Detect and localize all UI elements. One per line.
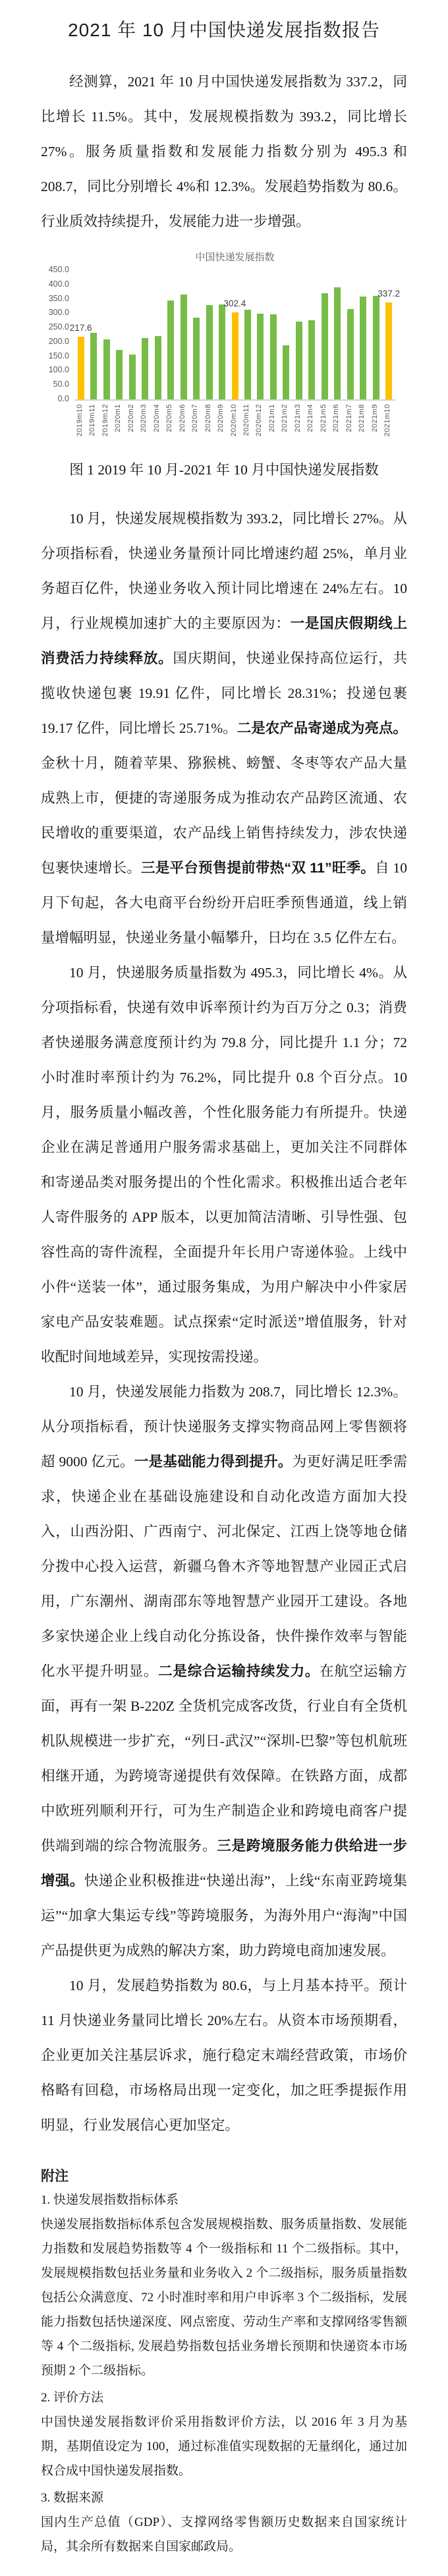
bar-2021m10 [385, 302, 392, 399]
y-axis-tick-label: 250.0 [48, 322, 69, 332]
bar-2020m7 [193, 318, 200, 399]
bar-2019m11 [90, 333, 97, 399]
emphasis-text: 二是农产品寄递成为亮点。 [237, 720, 407, 736]
y-axis-tick-label: 450.0 [48, 265, 69, 274]
bar-2021m8 [360, 297, 366, 399]
body-text: 10 月，快递发展规模指数为 393.2，同比增长 27%。从分项指标看，快递业务量预计同比增速约超 25%，单月业务超百亿件，快递业务收入预计同比增速在 24%左右。10 月，行业规模加速扩大的主要原因为： [41, 511, 407, 631]
bar-2020m4 [155, 336, 161, 399]
bar-2021m4 [308, 320, 315, 399]
emphasis-text: 二是综合运输持续发力。 [158, 1663, 320, 1679]
x-axis-tick-label: 2021m4 [306, 404, 315, 432]
x-axis-tick-label: 2021m1 [267, 404, 276, 432]
y-axis-tick-label: 0.0 [57, 394, 69, 403]
notes-section [0, 2165, 448, 2576]
x-axis-tick-label: 2020m7 [191, 404, 200, 432]
page-title: 2021 年 10 月中国快递发展指数报告 [68, 20, 380, 40]
paragraph [41, 501, 407, 956]
bar-2021m5 [322, 293, 328, 399]
x-axis-tick-label: 2019m10 [75, 404, 84, 437]
figure-caption: 图 1 2019 年 10 月-2021 年 10 月中国快递发展指数 [69, 462, 379, 478]
y-axis-tick-label: 50.0 [53, 380, 69, 389]
note-body: 快递发展指数指标体系包含发展规模指数、服务质量指数、发展能力指数和发展趋势指数等 4 个一级指标和 11 个二级指标。其中，发展规模指数包括业务量和业务收入 2 个二级指标，服务质量指数包括公众满意度、72 小时准时率和用户申诉率 3 个二级指标，发展能力指数包括快递深度、网点密度、劳动生产率和支撑网络零售额等 4 个二级指标, 发展趋势指数包括业务增长预期和快递资本市场预期 2 个二级指标。 [41, 2218, 407, 2378]
note-title: 2. 评价方法 [41, 2391, 104, 2405]
body-text: 10 月，快递发展能力指数为 208.7，同比增长 12.3%。从分项指标看，预计快递服务支撑实物商品网上零售额将超 9000 亿元。 [41, 1384, 407, 1470]
body-text: 10 月，发展趋势指数为 80.6，与上月基本持平。预计 11 月快递业务量同比增长 20%左右。从资本市场预期看，企业更加关注基层诉求，施行稳定末端经营政策，市场价格略有回稳，市场格局出现一定变化，加之旺季提振作用明显，行业发展信心更加坚定。 [41, 1978, 407, 2133]
x-axis-tick-label: 2021m7 [345, 404, 353, 432]
body-text: 自 10 月下旬起，各大电商平台纷纷开启旺季预售通道，线上销量增幅明显，快递业务量小幅攀升，日均在 3.5 亿件左右。 [41, 860, 407, 946]
bar-2021m1 [270, 314, 277, 399]
bar-2020m6 [181, 295, 187, 399]
bar-2020m12 [257, 314, 264, 399]
x-axis-tick-label: 2019m12 [101, 404, 109, 437]
article-body [0, 65, 448, 239]
bar-2019m10 [78, 337, 84, 399]
y-axis-tick-label: 400.0 [48, 279, 69, 289]
paragraph [41, 956, 407, 1375]
paragraph [41, 1375, 407, 1968]
body-text: 快递企业积极推进“快递出海”，上线“东南亚跨境集运”“加拿大集运专线”等跨境服务，为海外用户“海淘”中国产品提供更为成熟的解决方案，助力跨境电商加速发展。 [41, 1873, 407, 1959]
data-label-2020m10: 302.4 [223, 299, 246, 309]
bar-2021m3 [296, 322, 302, 399]
x-axis-tick-label: 2020m9 [217, 404, 225, 432]
y-axis-tick-label: 150.0 [48, 351, 69, 360]
x-axis-tick-label: 2019m11 [88, 404, 97, 436]
note-body: 中国快递发展指数评价采用指数评价方法，以 2016 年 3 月为基期，基期值设定为 100，通过标准值实现数据的无量纲化，通过加权合成中国快递发展指数。 [41, 2415, 407, 2478]
x-axis-tick-label: 2021m9 [370, 404, 379, 432]
y-axis-tick-label: 100.0 [48, 365, 69, 375]
bar-2020m1 [116, 350, 123, 399]
x-axis-tick-label: 2020m10 [229, 404, 238, 437]
x-axis-tick-label: 2020m8 [204, 404, 212, 432]
note-title: 3. 数据来源 [41, 2491, 104, 2505]
x-axis-tick-label: 2021m2 [281, 404, 289, 432]
bar-2019m12 [103, 339, 110, 399]
x-axis-tick-label: 2020m1 [114, 404, 123, 432]
x-axis-tick-label: 2020m12 [255, 404, 264, 437]
note-body: 国内生产总值（GDP）、支撑网络零售额历史数据来自国家统计局，其余所有数据来自国家邮政局。 [41, 2515, 407, 2554]
chart-title: 中国快递发展指数 [195, 252, 275, 263]
notes-heading: 附注 [41, 2169, 69, 2184]
data-label-2019m10: 217.6 [69, 323, 92, 333]
x-axis-tick-label: 2021m6 [332, 404, 341, 432]
paragraph [41, 1968, 407, 2143]
y-axis-tick-label: 350.0 [48, 293, 69, 303]
bar-2020m9 [219, 304, 225, 399]
bar-2020m10 [232, 312, 238, 399]
x-axis-tick-label: 2020m5 [165, 404, 174, 432]
data-label-2021m10: 337.2 [378, 289, 401, 299]
x-axis-tick-label: 2021m3 [293, 404, 302, 432]
bar-2020m8 [206, 305, 213, 399]
body-text: 10 月，快递服务质量指数为 495.3，同比增长 4%。从分项指标看，快递有效申诉率预计约为百万分之 0.3；消费者快递服务满意度预计约为 79.8 分，同比提升 1.1 分；72 小时准时率预计约为 76.2%，同比提升 0.8 个百分点。10 月，服务质量小幅改善，个性化服务能力有所提升。快递企业在满足普通用户服务需求基础上，更加关注不同群体和寄递品类对服务提出的个性化需求。积极推出适合老年人寄件服务的 APP 版本，以更加简洁清晰、引导性强、包容性高的寄件流程，全面提升年长用户寄递体验。上线中小件“送装一体”，通过服务集成，为用户解决中小件家居家电产品安装难题。试点探索“定时派送”增值服务，针对收配时间地域差异，实现按需投递。 [41, 965, 407, 1365]
bar-2021m7 [347, 309, 354, 399]
y-axis-tick-label: 200.0 [48, 336, 69, 346]
emphasis-text: 三是平台预售提前带热“双 11”旺季。 [141, 860, 376, 876]
article-body-continued [0, 501, 448, 2143]
x-axis-tick-label: 2021m10 [383, 404, 392, 437]
bar-2020m3 [142, 338, 148, 399]
bar-2020m2 [129, 355, 136, 399]
x-axis-tick-label: 2021m8 [358, 404, 366, 432]
body-text: 金秋十月，随着苹果、猕猴桃、螃蟹、冬枣等农产品大量成熟上市，便捷的寄递服务成为推动农产品跨区流通、农民增收的重要渠道，农产品线上销售持续发力，涉农快递包裹快速增长。 [41, 755, 407, 876]
bar-2021m9 [373, 296, 379, 399]
x-axis-tick-label: 2020m11 [242, 404, 250, 436]
x-axis-tick-label: 2021m5 [319, 404, 327, 432]
x-axis-tick-label: 2020m2 [126, 404, 135, 432]
x-axis-tick-label: 2020m3 [140, 404, 148, 432]
x-axis-tick-label: 2020m6 [178, 404, 186, 432]
bar-2021m6 [334, 287, 341, 399]
body-text: 经测算，2021 年 10 月中国快递发展指数为 337.2，同比增长 11.5%。其中，发展规模指数为 393.2，同比增长 27%。服务质量指数和发展能力指数分别为 495.3 和 208.7，同比分别增长 4%和 12.3%。发展趋势指数为 80.6。行业质效持续提升，发展能力进一步增强。 [41, 74, 407, 229]
note-title: 1. 快递发展指数指标体系 [41, 2193, 179, 2207]
emphasis-text: 一是国庆假期线上消费活力持续释放。 [41, 615, 407, 666]
bar-chart-x-axis [74, 401, 395, 449]
bar-2021m2 [283, 345, 289, 399]
emphasis-text: 一是基础能力得到提升。 [134, 1454, 293, 1470]
emphasis-text: 三是跨境服务能力供给进一步增强。 [41, 1838, 407, 1889]
y-axis-tick-label: 300.0 [48, 308, 69, 318]
index-figure [0, 250, 448, 479]
body-text: 为更好满足旺季需求，快递企业在基础设施建设和自动化改造方面加大投入，山西汾阳、广西南宁、河北保定、江西上饶等地仓储分拨中心投入运营，新疆乌鲁木齐等地智慧产业园正式启用，广东潮州、湖南邵东等地智慧产业园开工建设。各地多家快递企业上线自动化分拣设备，快件操作效率与智能化水平提升明显。 [41, 1454, 407, 1679]
bar-chart-plot-area [48, 265, 401, 403]
body-text: 国庆期间，快递业保持高位运行，共揽收快递包裹 19.91 亿件，同比增长 28.31%；投递包裹 19.17 亿件，同比增长 25.71%。 [41, 650, 407, 736]
x-axis-tick-label: 2020m4 [152, 404, 161, 432]
notes-list [41, 2188, 407, 2559]
bar-2020m5 [167, 301, 174, 399]
paragraph [41, 65, 407, 239]
body-text: 在航空运输方面，再有一架 B-220Z 全货机完成客改货，行业自有全货机机队规模进一步扩充，“列日-武汉”“深圳-巴黎”等包机航班相继开通，为跨境寄递提供有效保障。在铁路方面，成都中欧班列顺利开行，可为生产制造企业和跨境电商客户提供端到端的综合物流服务。 [41, 1663, 407, 1854]
bar-2020m11 [244, 310, 251, 399]
